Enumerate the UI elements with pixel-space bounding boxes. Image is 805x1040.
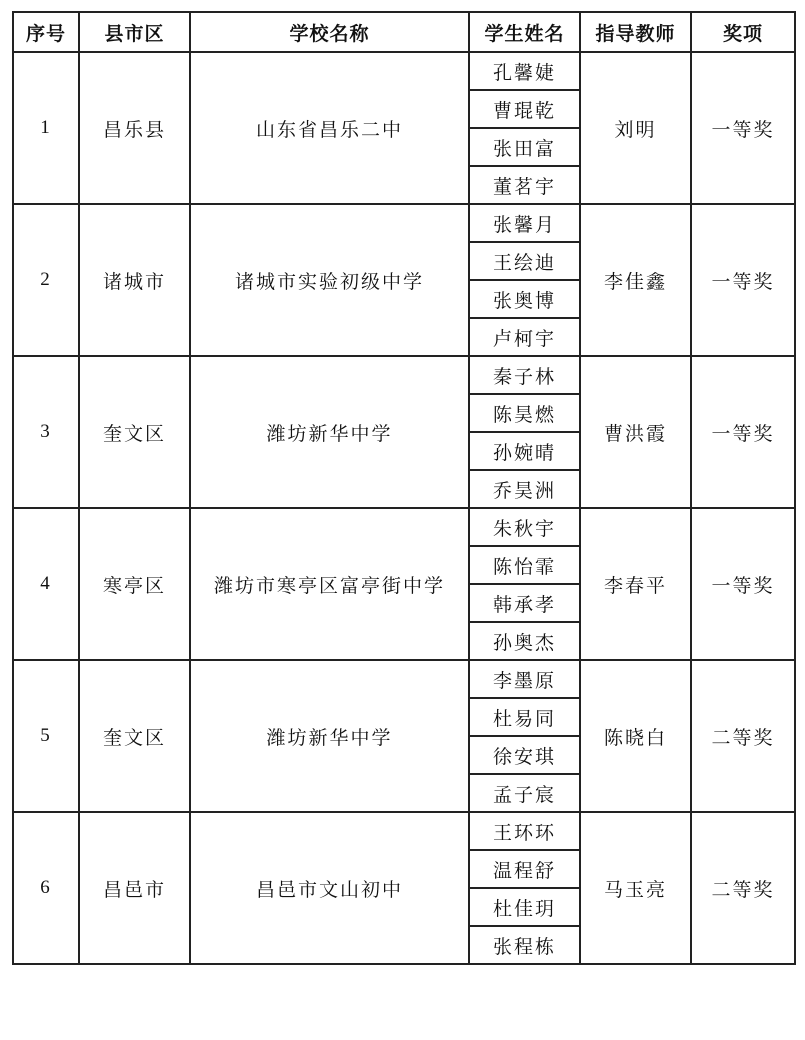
group-award: 一等奖	[691, 356, 795, 508]
table-row	[13, 204, 795, 242]
group-teacher: 刘明	[580, 52, 691, 204]
group-index: 1	[13, 52, 79, 204]
group-index: 4	[13, 508, 79, 660]
group-index: 2	[13, 204, 79, 356]
student-name: 朱秋宇	[469, 508, 580, 546]
student-name: 陈怡霏	[469, 546, 580, 584]
student-name: 孙奥杰	[469, 622, 580, 660]
group-award: 二等奖	[691, 812, 795, 964]
student-name: 乔昊洲	[469, 470, 580, 508]
student-name: 温程舒	[469, 850, 580, 888]
group-teacher: 马玉亮	[580, 812, 691, 964]
table-row	[13, 660, 795, 698]
student-name: 张程栋	[469, 926, 580, 964]
header-award: 奖项	[691, 12, 795, 52]
student-name: 王绘迪	[469, 242, 580, 280]
group-award: 二等奖	[691, 660, 795, 812]
student-name: 王环环	[469, 812, 580, 850]
group-award: 一等奖	[691, 204, 795, 356]
group-school: 潍坊市寒亭区富亭街中学	[190, 508, 469, 660]
group-county: 奎文区	[79, 356, 190, 508]
awards-table	[12, 11, 796, 965]
student-name: 韩承孝	[469, 584, 580, 622]
student-name: 张馨月	[469, 204, 580, 242]
student-name: 张奥博	[469, 280, 580, 318]
group-index: 6	[13, 812, 79, 964]
group-county: 奎文区	[79, 660, 190, 812]
table-row	[13, 356, 795, 394]
group-teacher: 陈晓白	[580, 660, 691, 812]
group-teacher: 李佳鑫	[580, 204, 691, 356]
group-index: 5	[13, 660, 79, 812]
group-school: 潍坊新华中学	[190, 660, 469, 812]
header-teacher: 指导教师	[580, 12, 691, 52]
student-name: 孔馨婕	[469, 52, 580, 90]
table-row	[13, 52, 795, 90]
header-county: 县市区	[79, 12, 190, 52]
student-name: 孙婉晴	[469, 432, 580, 470]
group-award: 一等奖	[691, 508, 795, 660]
group-county: 诸城市	[79, 204, 190, 356]
student-name: 杜佳玥	[469, 888, 580, 926]
student-name: 张田富	[469, 128, 580, 166]
group-teacher: 李春平	[580, 508, 691, 660]
group-award: 一等奖	[691, 52, 795, 204]
group-county: 昌乐县	[79, 52, 190, 204]
student-name: 杜易同	[469, 698, 580, 736]
group-index: 3	[13, 356, 79, 508]
table-row	[13, 508, 795, 546]
student-name: 陈昊燃	[469, 394, 580, 432]
table-row	[13, 812, 795, 850]
header-student: 学生姓名	[469, 12, 580, 52]
group-school: 诸城市实验初级中学	[190, 204, 469, 356]
student-name: 董茗宇	[469, 166, 580, 204]
group-school: 昌邑市文山初中	[190, 812, 469, 964]
header-index: 序号	[13, 12, 79, 52]
header-school: 学校名称	[190, 12, 469, 52]
header-row	[13, 12, 795, 52]
group-county: 寒亭区	[79, 508, 190, 660]
group-county: 昌邑市	[79, 812, 190, 964]
student-name: 徐安琪	[469, 736, 580, 774]
student-name: 李墨原	[469, 660, 580, 698]
group-school: 山东省昌乐二中	[190, 52, 469, 204]
student-name: 秦子林	[469, 356, 580, 394]
group-teacher: 曹洪霞	[580, 356, 691, 508]
student-name: 卢柯宇	[469, 318, 580, 356]
student-name: 孟子宸	[469, 774, 580, 812]
group-school: 潍坊新华中学	[190, 356, 469, 508]
student-name: 曹琨乾	[469, 90, 580, 128]
